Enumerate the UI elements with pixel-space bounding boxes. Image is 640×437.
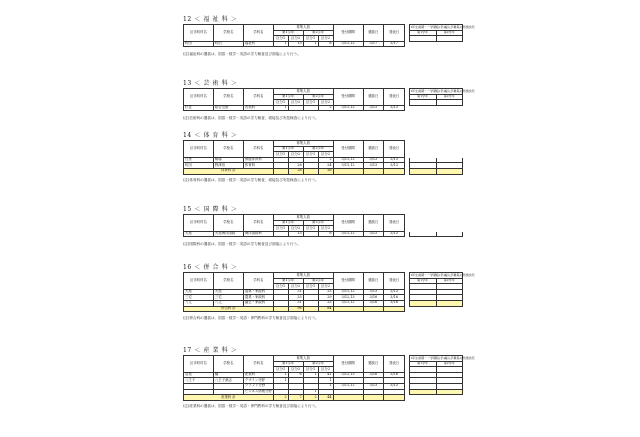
header-category: 区分2 <box>288 284 303 290</box>
table-cell: 3/11,12 <box>333 300 363 306</box>
total-cell <box>363 395 384 401</box>
table-cell: 三宅 <box>213 295 243 301</box>
header-category: 区分1 <box>303 100 318 106</box>
header-category: 区分2 <box>318 284 333 290</box>
header-school: 学校名 <box>213 89 243 106</box>
table-cell: 1 <box>273 105 288 111</box>
header-recruit: 募集人員 <box>273 215 333 221</box>
side-cell <box>436 389 463 395</box>
table-cell: 3/13 <box>363 231 384 237</box>
side-header-year1: 第1学年 <box>410 94 437 100</box>
table-cell <box>303 105 318 111</box>
header-category: 区分2 <box>318 152 333 158</box>
table-cell: 音楽科 <box>243 105 273 111</box>
header-category: 区分1 <box>273 226 288 232</box>
table-cell: 農林・家政科 <box>243 289 273 295</box>
header-dept: 学科名 <box>243 215 273 232</box>
header-category: 区分1 <box>273 284 288 290</box>
implementation-status-table <box>409 214 463 237</box>
section-note: (注)国際科の選抜は、国語・数学・英語の学力検査及び面接により行う。 <box>183 241 301 246</box>
side-header: Ⅰ年生前期・一学期転(学)編入学募集の実施状況 <box>411 272 475 277</box>
section-title: 15 ＜ 国 際 科 ＞ <box>183 206 238 213</box>
table-cell: 1 <box>273 372 288 378</box>
side-header-year2: 第2学年 <box>436 361 463 367</box>
total-cell <box>363 168 384 174</box>
header-year2: 第2学年 <box>303 278 333 284</box>
header-exam: 選抜日 <box>363 273 384 290</box>
recruitment-table <box>183 355 405 401</box>
header-school: 学校名 <box>213 25 243 42</box>
header-period: 受付期間 <box>333 215 363 232</box>
table-cell: 大島 <box>184 231 214 237</box>
implementation-status-table <box>409 272 475 307</box>
table-cell: 31 <box>288 300 303 306</box>
header-exam: 選抜日 <box>363 89 384 106</box>
side-cell <box>410 100 437 106</box>
header-announce: 発表日 <box>384 89 405 106</box>
header-category: 区分1 <box>303 367 318 373</box>
table-cell: 8 <box>318 231 333 237</box>
table-cell: 産業科 <box>243 372 273 378</box>
table-cell: 3/17 <box>363 41 384 47</box>
header-category: 区分2 <box>318 36 333 42</box>
implementation-status-table <box>409 24 475 42</box>
header-year1: 第1学年 <box>273 30 303 36</box>
header-year2: 第2学年 <box>303 94 333 100</box>
header-district: 区市町村名 <box>184 273 214 290</box>
table-cell: 農業・家政科 <box>243 295 273 301</box>
total-cell: 2 <box>303 395 318 401</box>
side-cell <box>410 231 437 237</box>
recruitment-table <box>183 272 405 312</box>
header-period: 受付期間 <box>333 141 363 158</box>
header-category: 区分2 <box>288 36 303 42</box>
total-cell <box>303 306 318 312</box>
section-title: 12 ＜ 福 祉 科 ＞ <box>183 16 238 23</box>
table-cell: 日黒 <box>184 157 214 163</box>
total-cell: 28 <box>288 168 303 174</box>
table-cell: 3/17 <box>384 41 405 47</box>
header-year2: 第2学年 <box>303 361 333 367</box>
table-cell: 杉並 <box>184 105 214 111</box>
total-cell <box>333 168 363 174</box>
table-cell: 3/16 <box>363 372 384 378</box>
table-cell: 3/12,13 <box>333 372 363 378</box>
table-cell: 3/13 <box>384 289 405 295</box>
header-category: 区分1 <box>303 226 318 232</box>
side-header-year1: 第1学年 <box>410 30 437 36</box>
header-period: 受付期間 <box>333 89 363 106</box>
header-announce: 発表日 <box>384 215 405 232</box>
header-period: 受付期間 <box>333 273 363 290</box>
header-dept: 学科名 <box>243 273 273 290</box>
recruitment-table <box>183 88 405 111</box>
header-category: 区分1 <box>303 284 318 290</box>
header-recruit: 募集人員 <box>273 273 333 279</box>
table-cell: 総合芸術 <box>213 105 243 111</box>
table-cell: ビジネス情報分野 <box>244 389 272 394</box>
header-announce: 発表日 <box>384 25 405 42</box>
header-dept: 学科名 <box>243 356 273 373</box>
table-cell: 3/12,13 <box>333 295 363 301</box>
header-category: 区分2 <box>318 226 333 232</box>
header-period: 受付期間 <box>333 25 363 42</box>
table-cell: 3/13 <box>363 157 384 163</box>
side-cell <box>436 100 463 106</box>
table-cell: 33 <box>288 295 303 301</box>
implementation-status-table <box>409 88 475 106</box>
header-category: 区分2 <box>288 226 303 232</box>
table-cell: 15 <box>288 231 303 237</box>
header-category: 区分1 <box>303 36 318 42</box>
table-cell: 橘 <box>213 372 243 378</box>
header-district: 区市町村名 <box>184 356 214 373</box>
table-cell: 町田 <box>184 41 214 47</box>
table-cell: 29 <box>318 295 333 301</box>
header-category: 区分1 <box>273 152 288 158</box>
total-cell: 96 <box>288 306 303 312</box>
table-cell: 25 <box>318 289 333 295</box>
table-cell: 3/16 <box>363 295 384 301</box>
section-note: (注)産業科の選抜は、国語・数学・英語・専門教科の学力検査及び面接により行う。 <box>183 404 319 409</box>
side-header-year2: 第2学年 <box>436 278 463 284</box>
header-category: 区分2 <box>288 367 303 373</box>
total-cell <box>363 306 384 312</box>
table-cell <box>303 231 318 237</box>
table-cell: 3/13 <box>384 383 405 389</box>
table-cell: 24 <box>318 163 333 169</box>
table-cell: 3/11,12 <box>333 157 363 163</box>
table-cell: 3/13 <box>363 383 384 389</box>
table-cell: 豊島 <box>184 372 214 378</box>
table-cell: 福祉科 <box>243 41 273 47</box>
header-year2: 第2学年 <box>303 146 333 152</box>
section-note: (注)芸術科の選抜は、国語・数学・英語の学力検査、面接及び実技検査により行う。 <box>183 115 319 120</box>
header-period: 受付期間 <box>333 356 363 373</box>
table-cell: 3/16 <box>384 295 405 301</box>
header-exam: 選抜日 <box>363 356 384 373</box>
document-page <box>183 0 503 437</box>
header-announce: 発表日 <box>384 273 405 290</box>
total-cell: 7 <box>288 395 303 401</box>
implementation-status-table <box>409 140 463 175</box>
table-cell: 25 <box>318 300 333 306</box>
total-cell <box>384 306 405 312</box>
table-cell: 八丈 <box>213 300 243 306</box>
table-cell: 3/11,12 <box>333 289 363 295</box>
header-category: 区分2 <box>288 152 303 158</box>
table-cell: 三宅 <box>184 295 214 301</box>
table-cell: 3/11,12 <box>333 105 363 111</box>
header-category: 区分1 <box>303 152 318 158</box>
header-dept: 学科名 <box>243 25 273 42</box>
table-cell: 3/16 <box>384 372 405 378</box>
table-cell: 3/13 <box>384 231 405 237</box>
section-title: 16 ＜ 併 合 科 ＞ <box>183 264 238 271</box>
side-cell <box>410 300 437 306</box>
table-cell: 八王子 <box>184 378 214 384</box>
total-cell: 26 <box>318 168 333 174</box>
side-header-year1: 第1学年 <box>410 278 437 284</box>
table-cell: 1 <box>318 383 333 389</box>
table-row <box>184 231 405 237</box>
side-header-year2: 第2学年 <box>436 94 463 100</box>
total-cell: 84 <box>318 306 333 312</box>
table-cell: 野津田 <box>213 163 243 169</box>
total-cell: 2 <box>273 395 288 401</box>
table-cell: 3/11,12 <box>333 41 363 47</box>
header-category: 区分1 <box>273 367 288 373</box>
table-cell: 3/13 <box>363 163 384 169</box>
table-cell: 41 <box>318 372 333 378</box>
header-year1: 第1学年 <box>273 146 303 152</box>
header-district: 区市町村名 <box>184 215 214 232</box>
header-district: 区市町村名 <box>184 141 214 158</box>
table-cell: 1 <box>318 378 333 384</box>
total-row <box>184 168 405 174</box>
section-title: 13 ＜ 芸 術 科 ＞ <box>183 80 238 87</box>
side-header: Ⅰ年生前期・一学期転(学)編入学募集の実施状況 <box>411 24 475 29</box>
header-school: 学校名 <box>213 141 243 158</box>
table-cell: 2 <box>318 157 333 163</box>
total-row <box>184 395 405 401</box>
table-cell: 3/13 <box>363 105 384 111</box>
total-cell <box>384 168 405 174</box>
table-cell: 町田 <box>213 41 243 47</box>
table-cell: 8 <box>318 41 333 47</box>
table-cell: 町田 <box>184 163 214 169</box>
total-label: 産業科 計 <box>184 395 274 401</box>
side-header: Ⅰ年生前期・一学期転(学)編入学募集の実施状況 <box>411 355 475 360</box>
header-dept: 学科名 <box>243 89 273 106</box>
section-title: 17 ＜ 産 業 科 ＞ <box>183 347 238 354</box>
header-year1: 第1学年 <box>273 94 303 100</box>
table-cell: 3/16 <box>384 300 405 306</box>
side-cell <box>410 36 437 42</box>
total-row <box>184 306 405 312</box>
table-cell: 体育科 <box>243 163 273 169</box>
side-cell <box>436 231 463 237</box>
total-label: 併合科 計 <box>184 306 274 312</box>
header-district: 区市町村名 <box>184 89 214 106</box>
header-year1: 第1学年 <box>273 220 303 226</box>
table-cell: 園芸・家政科 <box>243 300 273 306</box>
recruitment-table <box>183 24 405 47</box>
header-category: 区分1 <box>273 36 288 42</box>
section-title: 14 ＜ 体 育 科 ＞ <box>183 132 238 139</box>
table-cell: 3/13 <box>384 157 405 163</box>
table-cell: 2 <box>318 105 333 111</box>
header-school: 学校名 <box>213 215 243 232</box>
header-year2: 第2学年 <box>303 30 333 36</box>
table-cell: 1 <box>273 378 288 384</box>
table-cell: 八王子桑志 <box>213 378 243 384</box>
table-cell: 大島海洋国際 <box>213 231 243 237</box>
side-cell <box>410 389 437 395</box>
total-cell <box>303 168 318 174</box>
section-note: (注)福祉科の選抜は、国語・数学・英語の学力検査及び面接により行う。 <box>183 51 301 56</box>
header-recruit: 募集人員 <box>273 141 333 147</box>
side-header-year1: 第1学年 <box>410 361 437 367</box>
header-exam: 選抜日 <box>363 25 384 42</box>
table-cell: 6 <box>288 372 303 378</box>
header-announce: 発表日 <box>384 356 405 373</box>
table-cell: 15 <box>288 41 303 47</box>
total-cell <box>273 306 288 312</box>
implementation-status-table <box>409 355 475 395</box>
table-cell: 28 <box>288 163 303 169</box>
table-cell: 3/11,12 <box>333 231 363 237</box>
header-announce: 発表日 <box>384 141 405 158</box>
table-cell: デザイン分野 <box>243 378 273 384</box>
table-cell: クラフト分野 <box>243 383 273 389</box>
header-dept: 学科名 <box>243 141 273 158</box>
table-cell: 1 <box>303 41 318 47</box>
total-cell <box>333 395 363 401</box>
header-category: 区分2 <box>318 100 333 106</box>
table-cell: 大島 <box>213 289 243 295</box>
header-recruit: 募集人員 <box>273 356 333 362</box>
table-cell: 1 <box>303 389 318 395</box>
table-row <box>184 105 405 111</box>
table-cell: 保健体育科 <box>243 157 273 163</box>
header-category: 区分2 <box>288 100 303 106</box>
header-year2: 第2学年 <box>303 220 333 226</box>
header-district: 区市町村名 <box>184 25 214 42</box>
section-note: (注)体育科の選抜は、国語・数学・英語の学力検査、面接及び実技検査により行う。 <box>183 178 319 183</box>
header-year1: 第1学年 <box>273 361 303 367</box>
side-header: Ⅰ年生前期・一学期転(学)編入学募集の実施状況 <box>411 88 475 93</box>
table-cell: 3/13 <box>363 289 384 295</box>
side-cell <box>410 168 437 174</box>
section-note: (注)併合科の選抜は、国語・数学・英語・専門教科の学力検査及び面接により行う。 <box>183 315 319 320</box>
table-cell <box>288 105 303 111</box>
table-cell: 1 <box>303 372 318 378</box>
table-cell: 1 <box>273 41 288 47</box>
total-label: 体育科 計 <box>184 168 274 174</box>
table-cell: 3/11,12 <box>333 163 363 169</box>
table-row <box>184 41 405 47</box>
header-exam: 選抜日 <box>363 141 384 158</box>
header-exam: 選抜日 <box>363 215 384 232</box>
header-recruit: 募集人員 <box>273 25 333 31</box>
table-cell: 駒場 <box>213 157 243 163</box>
total-cell <box>273 168 288 174</box>
table-cell: 31 <box>288 289 303 295</box>
table-cell: 3/13 <box>384 105 405 111</box>
header-category: 区分2 <box>318 367 333 373</box>
side-cell <box>436 36 463 42</box>
table-cell: 3/16 <box>363 300 384 306</box>
header-recruit: 募集人員 <box>273 89 333 95</box>
recruitment-table <box>183 214 405 237</box>
table-cell: 大島 <box>184 289 214 295</box>
header-school: 学校名 <box>213 273 243 290</box>
table-cell: 八丈 <box>184 300 214 306</box>
header-category: 区分1 <box>273 100 288 106</box>
total-cell: 44 <box>318 395 333 401</box>
total-cell <box>384 395 405 401</box>
table-cell: 3/11,12 <box>333 383 363 389</box>
side-header-year2: 第2学年 <box>436 30 463 36</box>
table-cell: 海洋国際科 <box>243 231 273 237</box>
header-school: 学校名 <box>213 356 243 373</box>
table-cell <box>273 231 288 237</box>
header-year1: 第1学年 <box>273 278 303 284</box>
recruitment-table <box>183 140 405 175</box>
table-cell: 3/13 <box>384 163 405 169</box>
side-cell <box>436 300 463 306</box>
total-cell <box>333 306 363 312</box>
side-cell <box>436 168 463 174</box>
